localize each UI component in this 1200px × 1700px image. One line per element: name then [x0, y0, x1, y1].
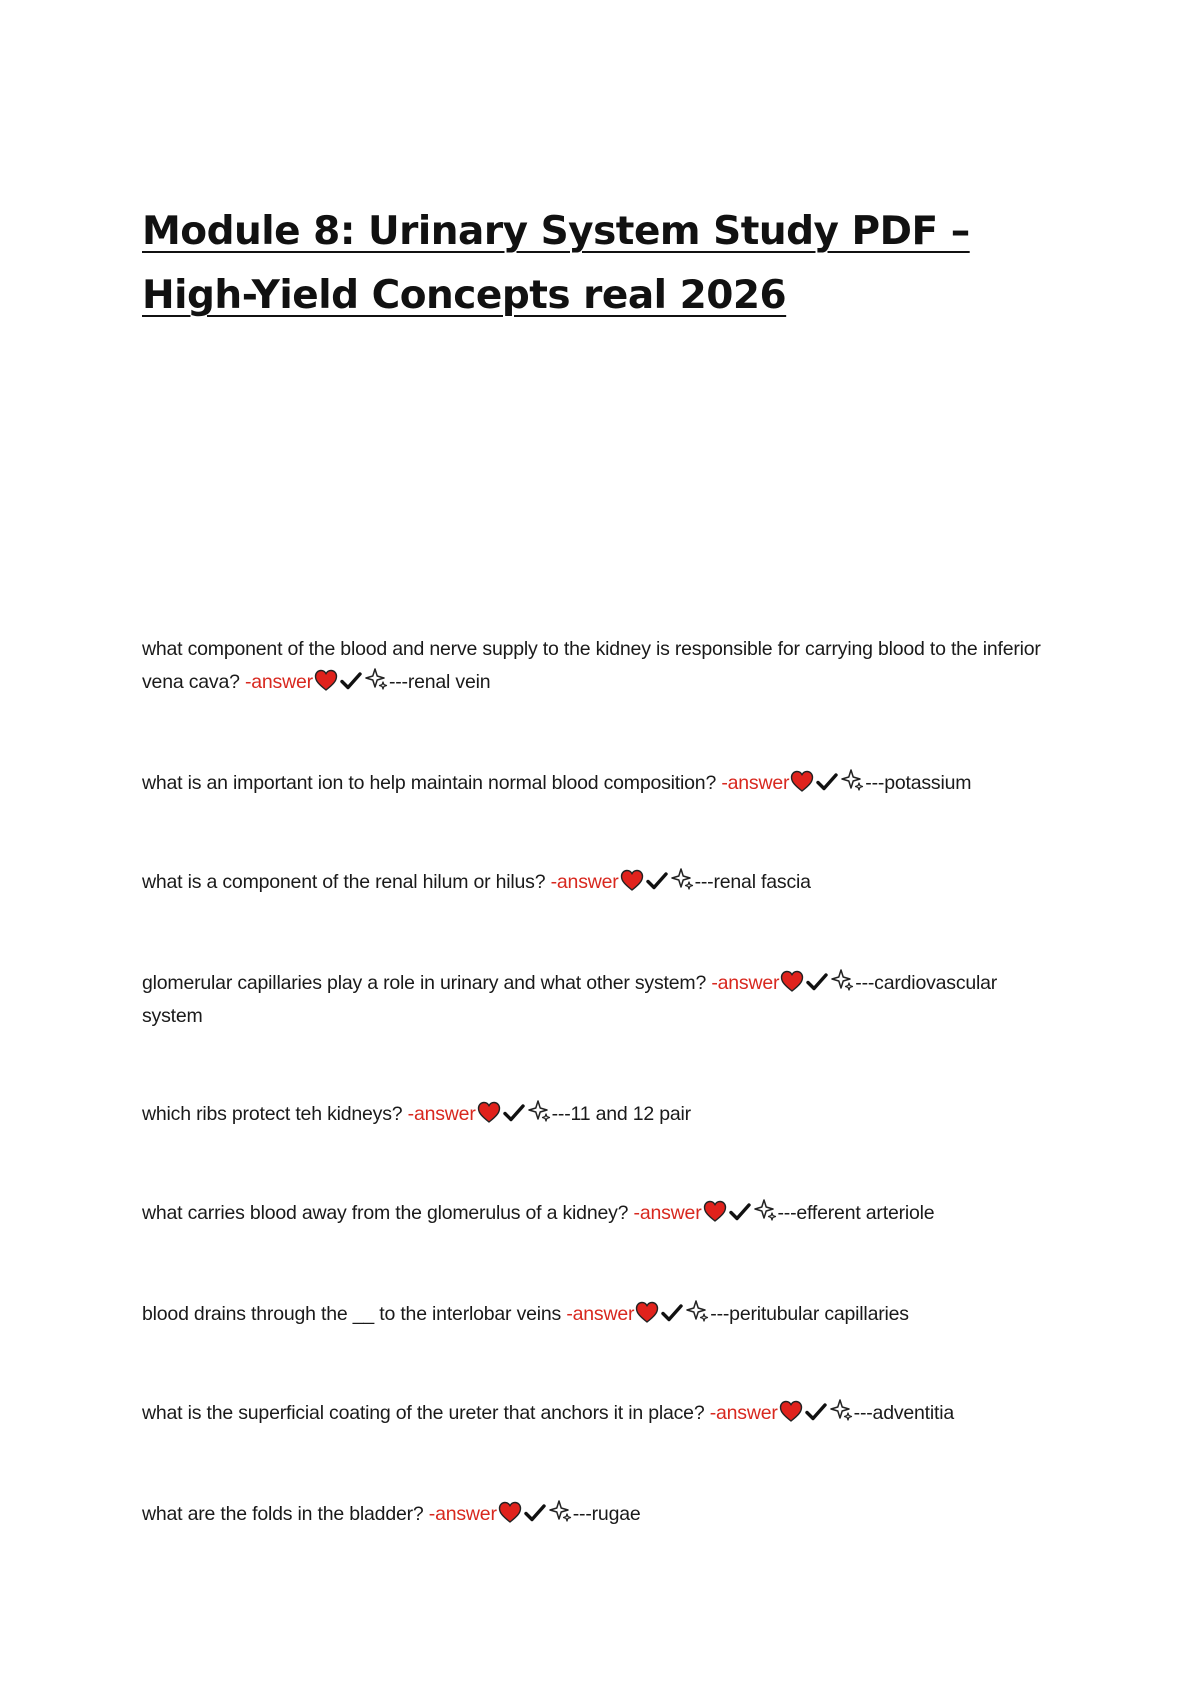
answer-label: answer [572, 1303, 635, 1325]
heart-icon [635, 1301, 659, 1323]
answer-separator: --- [865, 772, 885, 794]
sparkle-icon [685, 1299, 709, 1323]
qa-item [142, 1498, 1062, 1531]
qa-item [142, 1298, 1062, 1331]
heart-icon [620, 869, 644, 891]
answer-prefix: - [721, 772, 728, 794]
answer-text: cardiovascular system [142, 972, 998, 1027]
answer-prefix: - [428, 1503, 436, 1525]
answer-separator: --- [777, 1202, 797, 1224]
answer-prefix: - [407, 1103, 414, 1125]
sparkle-icon [829, 1398, 853, 1422]
answer-separator: --- [855, 972, 875, 994]
check-icon [806, 972, 828, 992]
sparkle-icon [548, 1499, 572, 1523]
heart-icon [314, 669, 338, 691]
sparkle-icon [364, 667, 388, 691]
check-icon [340, 671, 362, 691]
check-icon [503, 1103, 525, 1123]
qa-item [142, 866, 1062, 899]
answer-label: answer [717, 972, 780, 994]
question-text: blood drains through the __ to the interlobar veins [142, 1303, 562, 1325]
answer-separator: --- [551, 1103, 571, 1125]
answer-text: renal vein [407, 671, 491, 693]
check-icon [661, 1303, 683, 1323]
qa-item [142, 633, 1062, 699]
answer-prefix: - [566, 1303, 573, 1325]
answer-separator: --- [388, 671, 408, 693]
heart-icon [477, 1101, 501, 1123]
answer-separator: --- [853, 1402, 873, 1424]
answer-separator: --- [710, 1303, 730, 1325]
qa-item [142, 967, 1062, 1033]
answer-label: answer [251, 671, 313, 693]
heart-icon [498, 1501, 522, 1523]
sparkle-icon [527, 1099, 551, 1123]
document-title: Module 8: Urinary System Study PDF – High-Yield Concepts real 2026 [142, 209, 970, 318]
sparkle-icon [840, 768, 864, 792]
heart-icon [780, 970, 804, 992]
sparkle-icon [670, 867, 694, 891]
question-text: glomerular capillaries play a role in urinary and what other system? [142, 972, 707, 994]
qa-item [142, 1397, 1062, 1430]
answer-prefix: - [550, 871, 557, 893]
answer-text: efferent arteriole [796, 1202, 935, 1224]
answer-text: adventitia [872, 1402, 955, 1424]
answer-prefix: - [633, 1202, 640, 1224]
qa-item [142, 767, 1062, 800]
answer-label: answer [639, 1202, 702, 1224]
check-icon [646, 871, 668, 891]
answer-label: answer [556, 871, 619, 893]
sparkle-icon [830, 968, 854, 992]
heart-icon [779, 1400, 803, 1422]
check-icon [729, 1202, 751, 1222]
answer-label: answer [435, 1503, 497, 1525]
answer-label: answer [413, 1103, 476, 1125]
question-text: what is an important ion to help maintain normal blood composition? [142, 772, 717, 794]
check-icon [524, 1503, 546, 1523]
answer-text: rugae [591, 1503, 641, 1525]
answer-text: renal fascia [713, 871, 811, 893]
qa-item [142, 1098, 1062, 1131]
heart-icon [790, 770, 814, 792]
check-icon [805, 1402, 827, 1422]
question-text: what is a component of the renal hilum or hilus? [142, 871, 546, 893]
question-text: what component of the blood and nerve supply to the kidney is responsible for carrying blood to the inferior vena cava? [142, 638, 1041, 693]
check-icon [816, 772, 838, 792]
answer-text: potassium [884, 772, 972, 794]
heart-icon [703, 1200, 727, 1222]
question-text: what are the folds in the bladder? [142, 1503, 424, 1525]
answer-label: answer [715, 1402, 778, 1424]
answer-prefix: - [711, 972, 718, 994]
answer-text: peritubular capillaries [729, 1303, 909, 1325]
answer-prefix: - [244, 671, 252, 693]
question-text: what is the superficial coating of the ureter that anchors it in place? [142, 1402, 705, 1424]
sparkle-icon [753, 1198, 777, 1222]
answer-separator: --- [694, 871, 714, 893]
answer-text: 11 and 12 pair [570, 1103, 691, 1125]
question-text: what carries blood away from the glomerulus of a kidney? [142, 1202, 629, 1224]
answer-label: answer [727, 772, 790, 794]
answer-separator: --- [572, 1503, 592, 1525]
answer-prefix: - [709, 1402, 716, 1424]
qa-item [142, 1197, 1062, 1230]
question-text: which ribs protect teh kidneys? [142, 1103, 403, 1125]
